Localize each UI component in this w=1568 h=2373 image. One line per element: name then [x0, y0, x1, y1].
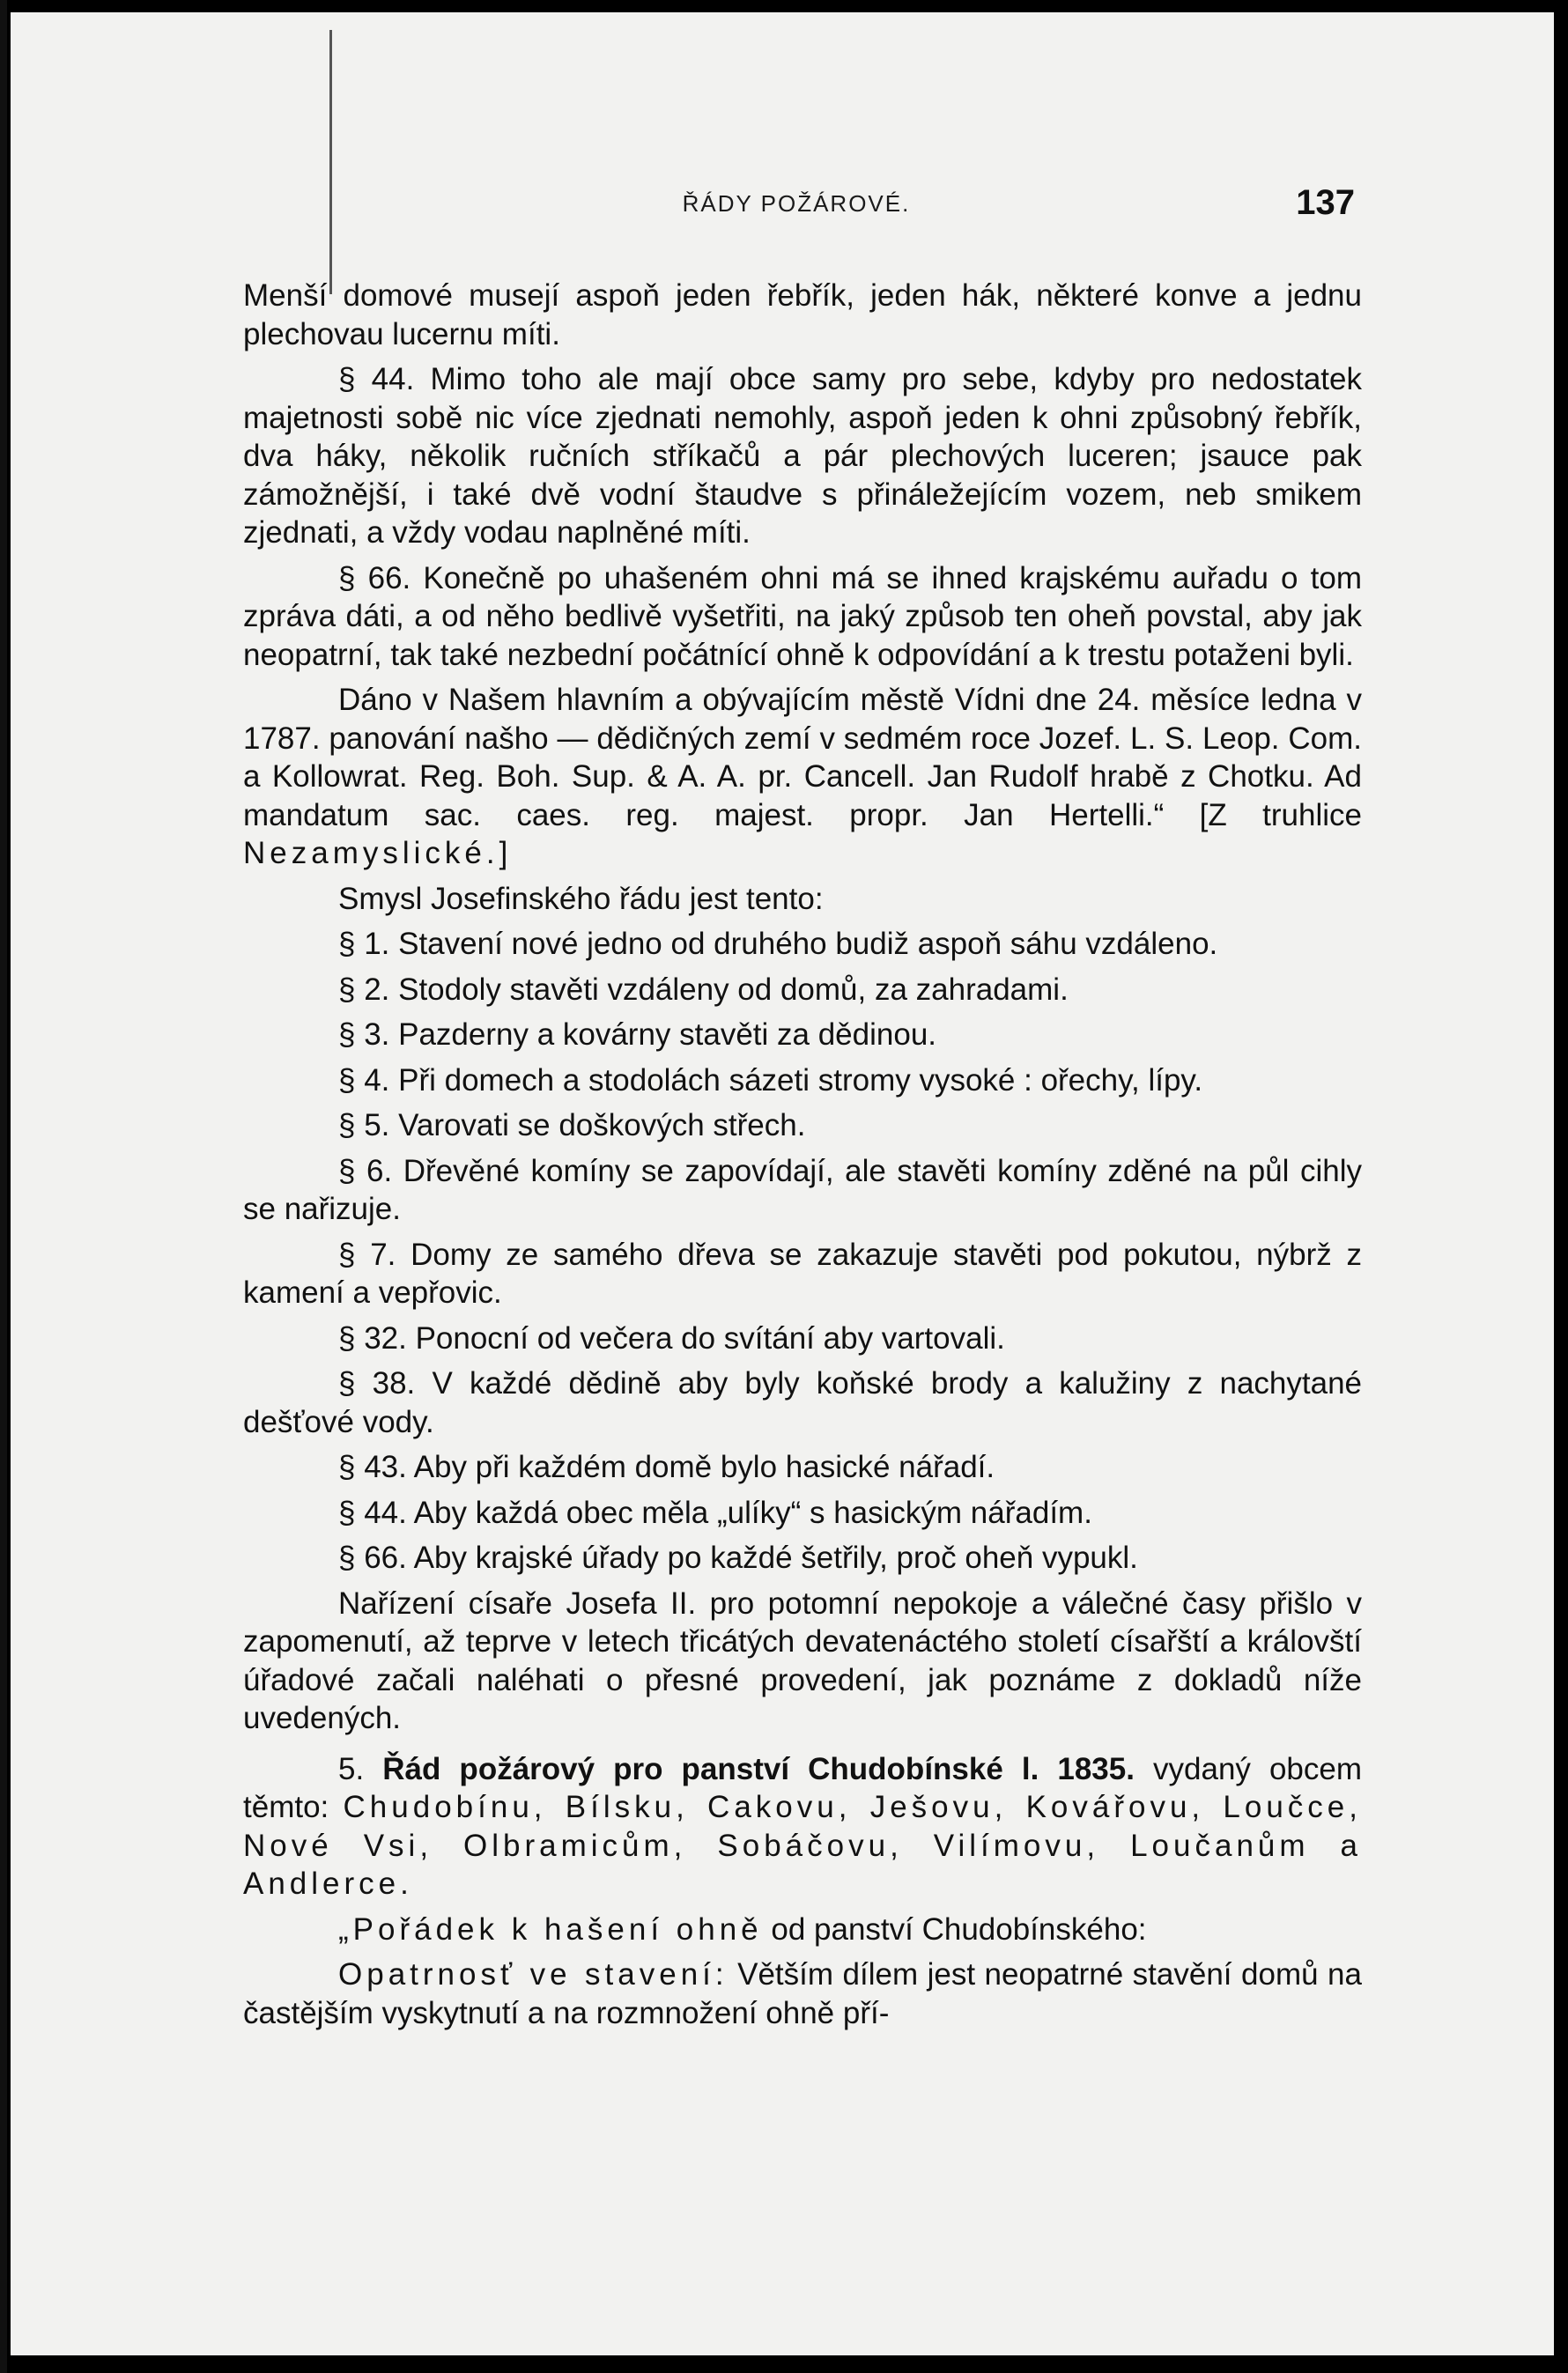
running-head: ŘÁDY POŽÁROVÉ.	[682, 190, 911, 217]
list-item-section-66: § 66. Aby krajské úřady po každé šetřily, proč oheň vypukl.	[338, 1541, 1138, 1575]
scan-artifact-line	[329, 30, 332, 294]
quote-subhead: Opatrnosť ve stavení:	[338, 1957, 729, 1992]
section-villages: Chudobínu, Bílsku, Cakovu, Ješovu, Kovářovu, Loučce, Nové Vsi, Olbramicům, Sobáčovu, Vilímovu, Loučanům a Andlerce.	[243, 1790, 1362, 1901]
list-item-section-2: § 2. Stodoly stavěti vzdáleny od domů, za zahradami.	[338, 972, 1069, 1007]
list-item-section-6: § 6. Dřevěné komíny se zapovídají, ale stavěti komíny zděné na půl cihly se nařizuje.	[243, 1153, 1362, 1226]
list-item-section-4: § 4. Při domech a stodolách sázeti stromy vysoké : ořechy, lípy.	[338, 1062, 1203, 1098]
signature-spaced: Nezamyslické.	[243, 836, 499, 870]
quote-first-paragraph	[243, 1955, 1362, 2032]
signature-close: ]	[499, 836, 508, 870]
quote-text: Větším dílem jest neopatrné stavění domů na častějším vyskytnutí a na rozmnožení ohně pří-	[243, 1957, 1362, 2030]
book-page	[11, 12, 1554, 2355]
list-item-section-5: § 5. Varovati se doškových střech.	[338, 1108, 806, 1142]
section-number: 5.	[338, 1751, 365, 1786]
list-item-section-1: § 1. Stavení nové jedno od druhého budiž aspoň sáhu vzdáleno.	[338, 927, 1218, 961]
page-body	[243, 277, 1362, 2039]
quote-title-rest: od panství Chudobínského:	[771, 1911, 1147, 1947]
paragraph-josef-decree: Nařízení císaře Josefa II. pro potomní nepokoje a válečné časy přišlo v zapomenutí, až teprve v letech třicátých devatenáctého století císařští a královští úřadové začali naléhati o přesné provedení, jak poznáme z dokladů níže uvedených.	[243, 1586, 1362, 1735]
dated-vienna-text: Dáno v Našem hlavním a obývajícím městě Vídni dne 24. měsíce ledna v 1787. panování našho — dědičných zemí v sedmém roce Jozef. L. S. Leop. Com. a Kollowrat. Reg. Boh. Sup. & A. A. pr. Cancell. Jan Rudolf hrabě z Chotku. Ad mandatum sac. caes. reg. majest. propr. Jan Hertelli.“ [Z truhlice	[243, 683, 1362, 832]
paragraph-section-66: § 66. Konečně po uhašeném ohni má se ihned krajskému auřadu o tom zpráva dáti, a od něho bedlivě vyšetřiti, na jaký způsob ten oheň povstal, aby jak neopatrní, tak také nezbední počátnící ohně k odpovídání a k trestu potaženi byli.	[243, 560, 1362, 672]
page-number: 137	[1296, 183, 1355, 222]
scan-left-edge	[0, 0, 7, 2373]
paragraph-summary-intro: Smysl Josefinského řádu jest tento:	[338, 881, 824, 916]
list-item-section-32: § 32. Ponocní od večera do svítání aby vartovali.	[338, 1320, 1005, 1356]
page-header	[238, 183, 1355, 234]
list-item-section-44: § 44. Aby každá obec měla „ulíky“ s hasickým nářadím.	[338, 1495, 1092, 1530]
paragraph-homes-equipment: Menší domové musejí aspoň jeden řebřík, jeden hák, některé konve a jednu plechovau lucernu míti.	[243, 278, 1362, 351]
quote-title-spaced: „Pořádek k hašení ohně	[338, 1911, 763, 1947]
list-item-section-38: § 38. V každé dědině aby byly koňské brody a kalužiny z nachytané dešťové vody.	[243, 1366, 1362, 1439]
quote-title	[243, 1911, 1362, 1949]
list-item-section-43: § 43. Aby při každém domě bylo hasické nářadí.	[338, 1450, 995, 1484]
section-5-heading	[243, 1750, 1362, 1904]
section-issued-intro: vydaný obcem těmto:	[243, 1751, 1363, 1824]
section-title: Řád požárový pro panství Chudobínské l. 1835.	[382, 1751, 1135, 1786]
list-item-section-3: § 3. Pazderny a kovárny stavěti za dědinou.	[338, 1017, 937, 1052]
list-item-section-7: § 7. Domy ze samého dřeva se zakazuje stavěti pod pokutou, nýbrž z kamení a vepřovic.	[243, 1237, 1362, 1310]
paragraph-section-44: § 44. Mimo toho ale mají obce samy pro sebe, kdyby pro nedostatek majetnosti sobě nic více zjednati nemohly, aspoň jeden k ohni způsobný řebřík, dva háky, několik ručních stříkačů a pár plechových luceren; jsauce pak zámožnější, i také dvě vodní štaudve s přináležejícím vozem, neb smikem zjednati, a vždy vodau naplněné míti.	[243, 362, 1362, 550]
paragraph-dated-vienna	[243, 681, 1362, 873]
